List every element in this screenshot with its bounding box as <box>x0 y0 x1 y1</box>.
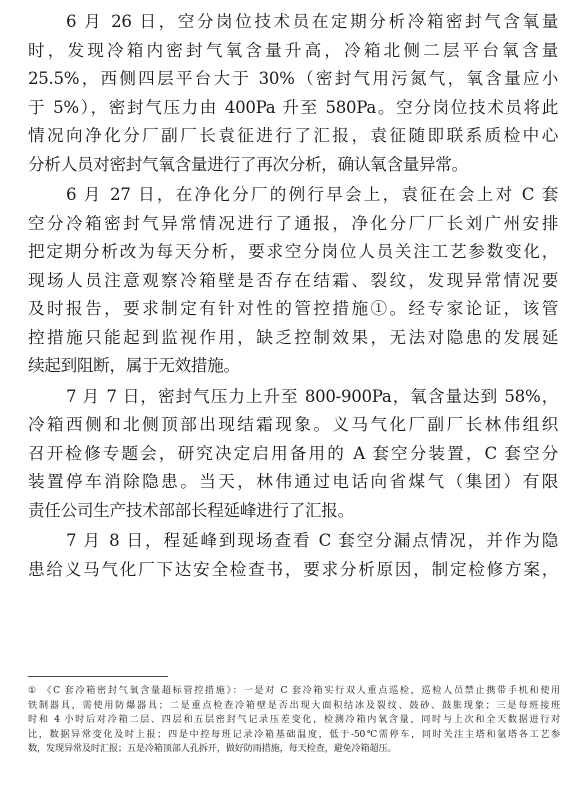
text-line: 控措施只能起到监视作用，缺乏控制效果，无法对隐患的发展延 <box>28 327 558 347</box>
text-line: 把定期分析改为每天分析，要求空分岗位人员关注工艺参数变化， <box>28 242 558 261</box>
text-line: 冷箱西侧和北侧顶部出现结霜现象。义马气化厂副厂长林伟组织 <box>28 415 558 434</box>
paragraph-june-27 <box>28 181 558 381</box>
text-line: 7 月 7 日，密封气压力上升至 800-900Pa，氧含量达到 58%， <box>66 386 558 406</box>
text-line: 召开检修专题会，研究决定启用备用的 A 套空分装置，C 套空分 <box>28 443 558 463</box>
footnote-line: ① 《C 套冷箱密封气氧含量超标管控措施》：一是对 C 套冷箱实行双人重点巡检，巡检人员禁止携带手机和使用 <box>28 685 560 696</box>
paragraph-july-7 <box>28 383 558 526</box>
text-line: 7 月 8 日，程延峰到现场查看 C 套空分漏点情况，并作为隐 <box>66 531 558 550</box>
text-line: 现场人员注意观察冷箱壁是否存在结霜、裂纹，发现异常情况要 <box>28 270 558 290</box>
text-line: 于 5%），密封气压力由 400Pa 升至 580Pa。空分岗位技术员将此 <box>28 97 558 117</box>
text-line: 6 月 27 日，在净化分厂的例行早会上，袁征在会上对 C 套 <box>66 185 558 204</box>
paragraph-june-26 <box>28 8 558 179</box>
paragraph-july-8 <box>28 527 558 584</box>
text-line: 时，发现冷箱内密封气氧含量升高，冷箱北侧二层平台氧含量 <box>28 40 558 60</box>
text-line: 6 月 26 日，空分岗位技术员在定期分析冷箱密封气含氧量 <box>66 12 558 31</box>
text-line: 装置停车消除隐患。当天，林伟通过电话向省煤气（集团）有限 <box>28 472 558 491</box>
text-line: 续起到阻断，属于无效措施。 <box>28 356 240 375</box>
footnote-divider <box>28 676 168 677</box>
footnote-line: 比，数据异常变化及时上报；四是中控每班记录冷箱基础温度，低于-50℃需停车，同时关注主塔和氩塔各工艺参 <box>28 728 560 740</box>
text-line: 分析人员对密封气氧含量进行了再次分析，确认氧含量异常。 <box>28 154 468 174</box>
text-line: 及时报告，要求制定有针对性的管控措施①。经专家论证，该管 <box>28 299 558 318</box>
footnote <box>28 684 560 757</box>
text-line: 情况向净化分厂副厂长袁征进行了汇报，袁征随即联系质检中心 <box>28 126 558 145</box>
text-line: 患给义马气化厂下达安全检查书，要求分析原因，制定检修方案， <box>28 559 558 579</box>
text-line: 空分冷箱密封气异常情况进行了通报，净化分厂厂长刘广州安排 <box>28 213 558 233</box>
footnote-line: 时和 4 小时后对冷箱二层、四层和五层密封气记录压差变化，检测冷箱内氧含量，同时与上次和全天数据进行对 <box>28 714 560 726</box>
footnote-line: 铁制器具，需使用防爆器具；二是重点检查冷箱壁是否出现大面积结冰及裂纹、鼓砂、鼓胀现象；三是每班接班 <box>28 699 560 711</box>
footnote-line: 数，发现异常及时汇报；五是冷箱顶部人孔拆开，做好防雨措施，每天检查，避免冷箱超压。 <box>28 743 397 755</box>
text-line: 25.5%，西侧四层平台大于 30%（密封气用污氮气，氧含量应小 <box>28 69 558 88</box>
text-line: 责任公司生产技术部部长程延峰进行了汇报。 <box>28 500 354 520</box>
